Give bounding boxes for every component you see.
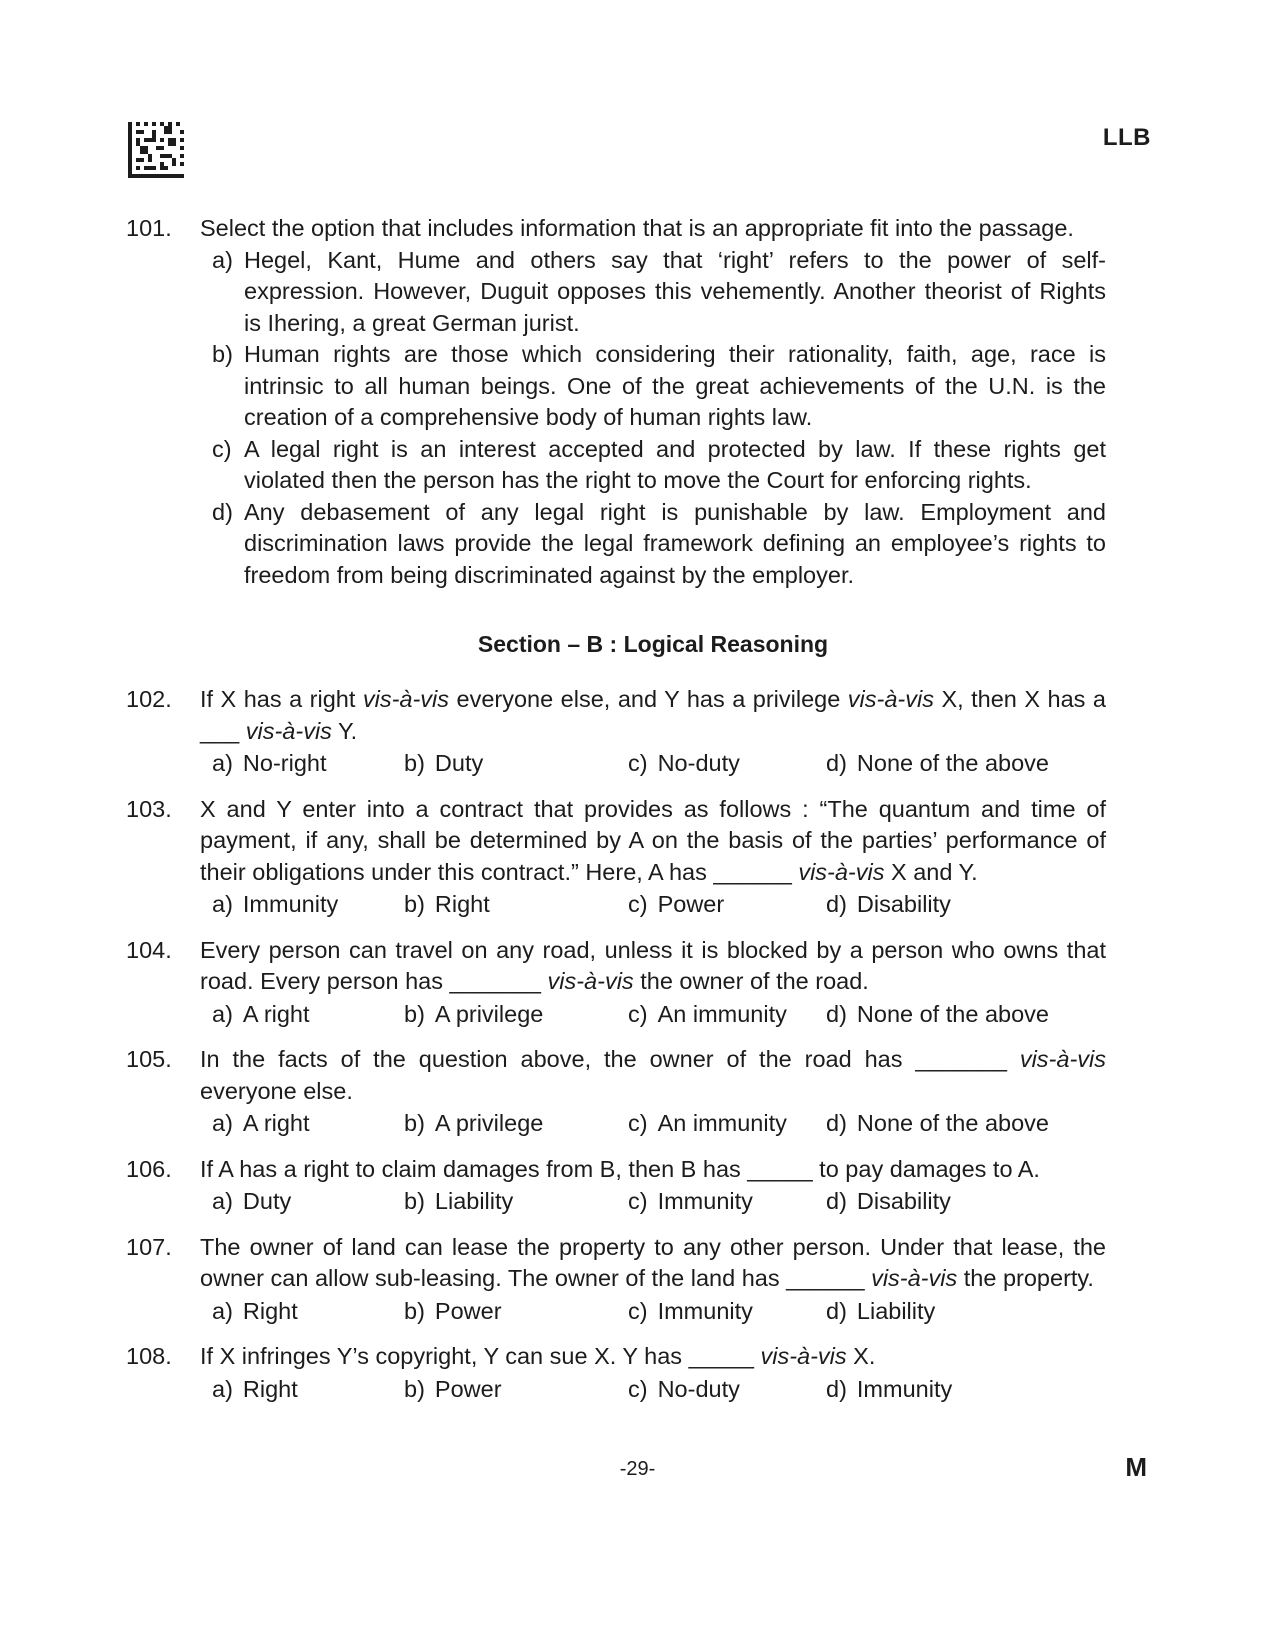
option-letter: d): [212, 498, 233, 525]
question-102: [126, 684, 1106, 780]
question-list: [126, 213, 1106, 1405]
option-a[interactable]: a) Immunity: [212, 891, 339, 917]
option-list: [200, 1108, 1106, 1140]
option-a[interactable]: [212, 245, 1106, 340]
option-b[interactable]: b) A privilege: [404, 1110, 544, 1136]
option-a[interactable]: a) Right: [212, 1375, 298, 1402]
option-c[interactable]: c) Power: [628, 891, 725, 917]
question-103: [126, 794, 1106, 921]
option-b[interactable]: b) Liability: [404, 1188, 514, 1214]
question-number: 103.: [126, 795, 172, 822]
option-letter: b): [212, 341, 233, 367]
option-b[interactable]: b) Right: [404, 891, 490, 917]
question-number: 102.: [126, 686, 172, 712]
option-d[interactable]: d) None of the above: [826, 750, 1049, 776]
question-stem: If A has a right to claim damages from B, then B has _____ to pay damages to A.: [200, 1155, 1040, 1182]
section-heading: Section – B : Logical Reasoning: [477, 631, 829, 657]
option-b[interactable]: b) Duty: [404, 750, 484, 776]
set-code: M: [1125, 1452, 1147, 1482]
option-d[interactable]: d) Disability: [826, 1188, 951, 1214]
option-text: Human rights are those which considering their rationality, faith, age, race is intrinsic to all human beings. One of the great achievements of the U.N. is the creation of a comprehensive body of human rights law.: [244, 341, 1106, 430]
option-list: [200, 1296, 1106, 1328]
question-number: 101.: [126, 215, 172, 241]
question-101: [126, 213, 1106, 591]
question-104: [126, 935, 1106, 1031]
option-text: Hegel, Kant, Hume and others say that ‘right’ refers to the power of self-expression. However, Duguit opposes this vehemently. Another theorist of Rights is Ihering, a great German jurist.: [244, 246, 1106, 336]
question-stem: The owner of land can lease the property to any other person. Under that lease, the owner can allow sub-leasing. The owner of the land has ______ vis-à-vis the property.: [200, 1233, 1106, 1291]
question-106: [126, 1154, 1106, 1218]
option-letter: c): [212, 435, 232, 462]
question-number: 108.: [126, 1343, 172, 1369]
option-c[interactable]: c) No-duty: [628, 1375, 740, 1402]
question-105: [126, 1044, 1106, 1140]
datamatrix-code-icon: [128, 122, 184, 178]
option-a[interactable]: a) No-right: [212, 750, 327, 776]
option-b[interactable]: b) Power: [404, 1297, 502, 1324]
question-stem: If X has a right vis-à-vis everyone else, and Y has a privilege vis-à-vis X, then X has a ___ vis-à-vis Y.: [200, 686, 1106, 744]
option-list: [200, 1186, 1106, 1218]
question-number: 106.: [126, 1155, 172, 1182]
option-list: [200, 245, 1106, 592]
option-list: [200, 748, 1106, 780]
option-d[interactable]: [212, 497, 1106, 592]
option-list: [200, 889, 1106, 921]
question-number: 104.: [126, 936, 172, 963]
question-stem: If X infringes Y’s copyright, Y can sue X. Y has _____ vis-à-vis X.: [200, 1343, 876, 1369]
option-d[interactable]: d) None of the above: [826, 1000, 1049, 1027]
question-107: [126, 1232, 1106, 1328]
option-c[interactable]: c) Immunity: [628, 1297, 753, 1324]
option-c[interactable]: c) An immunity: [628, 1000, 787, 1027]
option-a[interactable]: a) A right: [212, 1000, 310, 1027]
option-c[interactable]: c) No-duty: [628, 750, 740, 776]
option-c[interactable]: [212, 434, 1106, 497]
option-c[interactable]: c) An immunity: [628, 1110, 787, 1136]
paper-code: LLB: [1102, 124, 1151, 151]
option-text: Any debasement of any legal right is punishable by law. Employment and discrimination laws provide the legal framework defining an employee’s rights to freedom from being discriminated against by the employer.: [244, 498, 1106, 588]
option-a[interactable]: a) Duty: [212, 1188, 292, 1214]
option-letter: a): [212, 246, 233, 273]
option-c[interactable]: c) Immunity: [628, 1188, 753, 1214]
question-number: 107.: [126, 1233, 172, 1260]
option-b[interactable]: b) A privilege: [404, 1000, 544, 1027]
option-d[interactable]: d) Liability: [826, 1297, 936, 1324]
option-list: [200, 999, 1106, 1031]
question-stem: X and Y enter into a contract that provides as follows : “The quantum and time of payment, if any, shall be determined by A on the basis of the parties’ performance of their obligations under this contract.” Here, A has ______ vis-à-vis X and Y.: [200, 795, 1106, 885]
page-number: -29-: [619, 1458, 656, 1480]
option-a[interactable]: a) Right: [212, 1297, 298, 1324]
question-stem: In the facts of the question above, the owner of the road has _______ vis-à-vis everyone else.: [200, 1046, 1106, 1104]
option-a[interactable]: a) A right: [212, 1110, 310, 1136]
option-d[interactable]: d) Immunity: [826, 1375, 953, 1402]
option-list: [200, 1374, 1106, 1406]
option-text: A legal right is an interest accepted and protected by law. If these rights get violated then the person has the right to move the Court for enforcing rights.: [244, 435, 1106, 493]
question-number: 105.: [126, 1046, 172, 1072]
option-d[interactable]: d) None of the above: [826, 1110, 1049, 1136]
question-stem: Every person can travel on any road, unless it is blocked by a person who owns that road. Every person has _______ vis-à-vis the owner of the road.: [200, 936, 1106, 994]
question-stem: Select the option that includes information that is an appropriate fit into the passage.: [200, 215, 1074, 241]
option-b[interactable]: [212, 339, 1106, 434]
option-b[interactable]: b) Power: [404, 1375, 502, 1402]
question-108: [126, 1341, 1106, 1405]
option-d[interactable]: d) Disability: [826, 891, 951, 917]
